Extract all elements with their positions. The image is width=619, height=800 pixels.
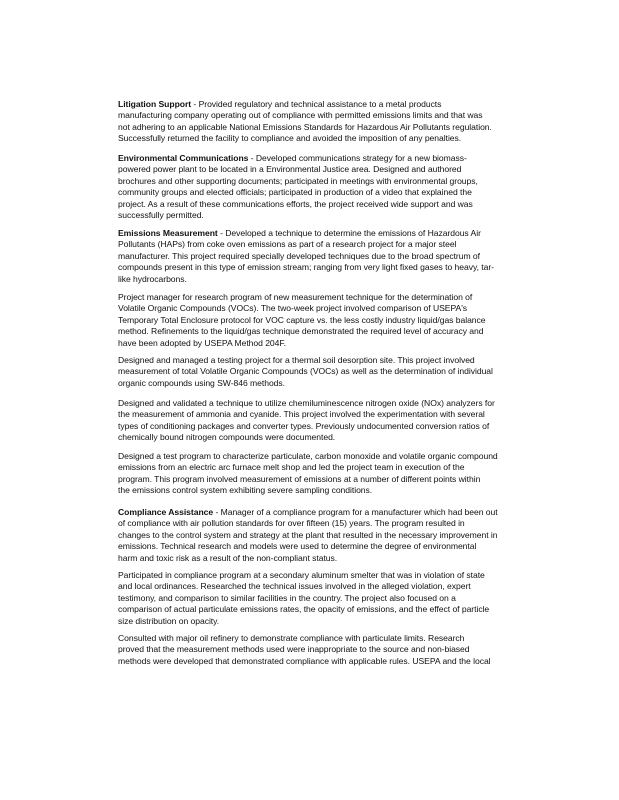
text-line: [118, 122, 528, 133]
text-line: [118, 315, 528, 326]
text-line: [118, 292, 528, 303]
line-text: and local ordinances. Researched the technical issues involved in the alleged violation, expert: [118, 581, 471, 592]
text-line: [118, 251, 528, 262]
text-line: [118, 326, 528, 337]
text-line: [118, 421, 528, 432]
line-text: of compliance with air pollution standards for over fifteen (15) years. The program resulted in: [118, 518, 465, 529]
line-text: Successfully returned the facility to compliance and avoided the imposition of any penalties.: [118, 133, 462, 144]
line-text: types of conditioning packages and converter types. Previously undocumented conversion ratios of: [118, 420, 490, 431]
line-text: emissions from an electric arc furnace melt shop and led the project team in execution of the: [118, 462, 465, 473]
paragraph: [118, 633, 528, 667]
line-text: method. Refinements to the liquid/gas technique demonstrated the required level of accuracy and: [118, 326, 484, 337]
text-line: [118, 366, 528, 377]
line-text: like hydrocarbons.: [118, 273, 187, 284]
paragraph: [118, 99, 528, 145]
section-heading: Emissions Measurement: [118, 228, 218, 238]
text-line: [118, 176, 528, 187]
text-line: [118, 581, 528, 592]
section-heading: Compliance Assistance: [118, 507, 214, 517]
text-line: [118, 110, 528, 121]
line-text: Volatile Organic Compounds (VOCs). The two-week project involved comparison of USEPA's: [118, 303, 468, 314]
line-text: Designed and validated a technique to utilize chemiluminescence nitrogen oxide (NOx) analyzers for: [118, 398, 495, 408]
text-line: [118, 210, 528, 221]
line-text: Project manager for research program of new measurement technique for the determination of: [118, 292, 473, 302]
text-line: [118, 474, 528, 485]
line-text: manufacturer. This project required specially developed techniques due to the broad spectrum of: [118, 250, 480, 261]
text-line: [118, 530, 528, 541]
text-line: [118, 432, 528, 443]
line-text: Pollutants (HAPs) from coke oven emissions as part of a research project for a major steel: [118, 239, 457, 250]
text-line: [118, 187, 528, 198]
text-line: [118, 593, 528, 604]
line-text: testimony, and comparison to similar facilities in the country. The project also focused on a: [118, 592, 456, 603]
line-text: not adhering to an applicable National Emissions Standards for Hazardous Air Pollutants regulation.: [118, 121, 492, 132]
paragraph: [118, 507, 528, 564]
line-text: changes to the control system and strategy at the plant that resulted in the necessary improvement in: [118, 529, 498, 540]
text-line: [118, 153, 528, 164]
line-text: Consulted with major oil refinery to demonstrate compliance with particulate limits. Research: [118, 633, 465, 643]
line-text: the measurement of ammonia and cyanide. This project involved the experimentation with several: [118, 409, 485, 420]
line-text: compounds present in this type of emission stream; ranging from very light fixed gases to heavy, tar-: [118, 262, 494, 273]
line-text: organic compounds using SW-846 methods.: [118, 377, 285, 388]
paragraph: [118, 355, 528, 389]
text-line: [118, 133, 528, 144]
text-line: [118, 553, 528, 564]
line-text: chemically bound nitrogen compounds were documented.: [118, 432, 336, 443]
line-text: - Developed a technique to determine the emissions of Hazardous Air: [217, 228, 481, 238]
line-text: have been adopted by USEPA Method 204F.: [118, 337, 286, 348]
line-text: - Developed communications strategy for a new biomass-: [248, 153, 467, 163]
line-text: powered power plant to be located in a Environmental Justice area. Designed and authored: [118, 164, 462, 175]
section-heading: Litigation Support: [118, 99, 192, 109]
paragraph: [118, 153, 528, 221]
line-text: Participated in compliance program at a secondary aluminum smelter that was in violation of state: [118, 570, 485, 580]
text-line: [118, 570, 528, 581]
text-line: [118, 378, 528, 389]
text-line: [118, 507, 528, 518]
paragraph: [118, 570, 528, 627]
text-line: [118, 656, 528, 667]
paragraph: [118, 228, 528, 285]
text-line: [118, 164, 528, 175]
text-line: [118, 99, 528, 110]
line-text: brochures and other supporting documents; participated in meetings with environmental groups,: [118, 175, 478, 186]
text-line: [118, 262, 528, 273]
line-text: measurement of total Volatile Organic Compounds (VOCs) as well as the determination of individual: [118, 366, 493, 377]
text-line: [118, 398, 528, 409]
line-text: manufacturing company operating out of compliance with permitted emissions limits and that was: [118, 110, 483, 121]
text-line: [118, 303, 528, 314]
paragraph: [118, 451, 528, 497]
text-line: [118, 451, 528, 462]
line-text: Temporary Total Enclosure protocol for VOC capture vs. the less costly industry liquid/gas balance: [118, 314, 486, 325]
line-text: Designed a test program to characterize particulate, carbon monoxide and volatile organic compound: [118, 451, 498, 461]
text-line: [118, 541, 528, 552]
text-line: [118, 239, 528, 250]
text-line: [118, 274, 528, 285]
line-text: community groups and elected officials; participated in production of a video that explained the: [118, 187, 472, 198]
line-text: proved that the measurement methods used were inappropriate to the source and non-biased: [118, 644, 470, 655]
text-line: [118, 485, 528, 496]
paragraph: [118, 398, 528, 444]
text-line: [118, 228, 528, 239]
line-text: program. This program involved measurement of emissions at a number of different points within: [118, 473, 481, 484]
line-text: size distribution on opacity.: [118, 615, 220, 626]
section-heading: Environmental Communications: [118, 153, 249, 163]
line-text: Designed and managed a testing project for a thermal soil desorption site. This project involved: [118, 355, 475, 365]
text-line: [118, 462, 528, 473]
line-text: - Provided regulatory and technical assistance to a metal products: [191, 99, 442, 109]
paragraph: [118, 292, 528, 349]
text-line: [118, 644, 528, 655]
text-line: [118, 633, 528, 644]
line-text: emissions. Technical research and models were used to determine the degree of environmental: [118, 541, 477, 552]
text-line: [118, 199, 528, 210]
text-line: [118, 604, 528, 615]
line-text: comparison of actual particulate emissions rates, the opacity of emissions, and the effect of particle: [118, 604, 490, 615]
text-line: [118, 616, 528, 627]
line-text: project. As a result of these communications efforts, the project received wide support and was: [118, 198, 473, 209]
text-line: [118, 338, 528, 349]
line-text: the emissions control system exhibiting severe sampling conditions.: [118, 485, 373, 496]
text-line: [118, 355, 528, 366]
line-text: methods were developed that demonstrated compliance with applicable rules. USEPA and the local: [118, 655, 491, 666]
text-line: [118, 409, 528, 420]
line-text: - Manager of a compliance program for a manufacturer which had been out: [213, 507, 498, 517]
text-line: [118, 518, 528, 529]
line-text: harm and toxic risk as a result of the non-compliant status.: [118, 552, 338, 563]
line-text: successfully permitted.: [118, 210, 204, 221]
